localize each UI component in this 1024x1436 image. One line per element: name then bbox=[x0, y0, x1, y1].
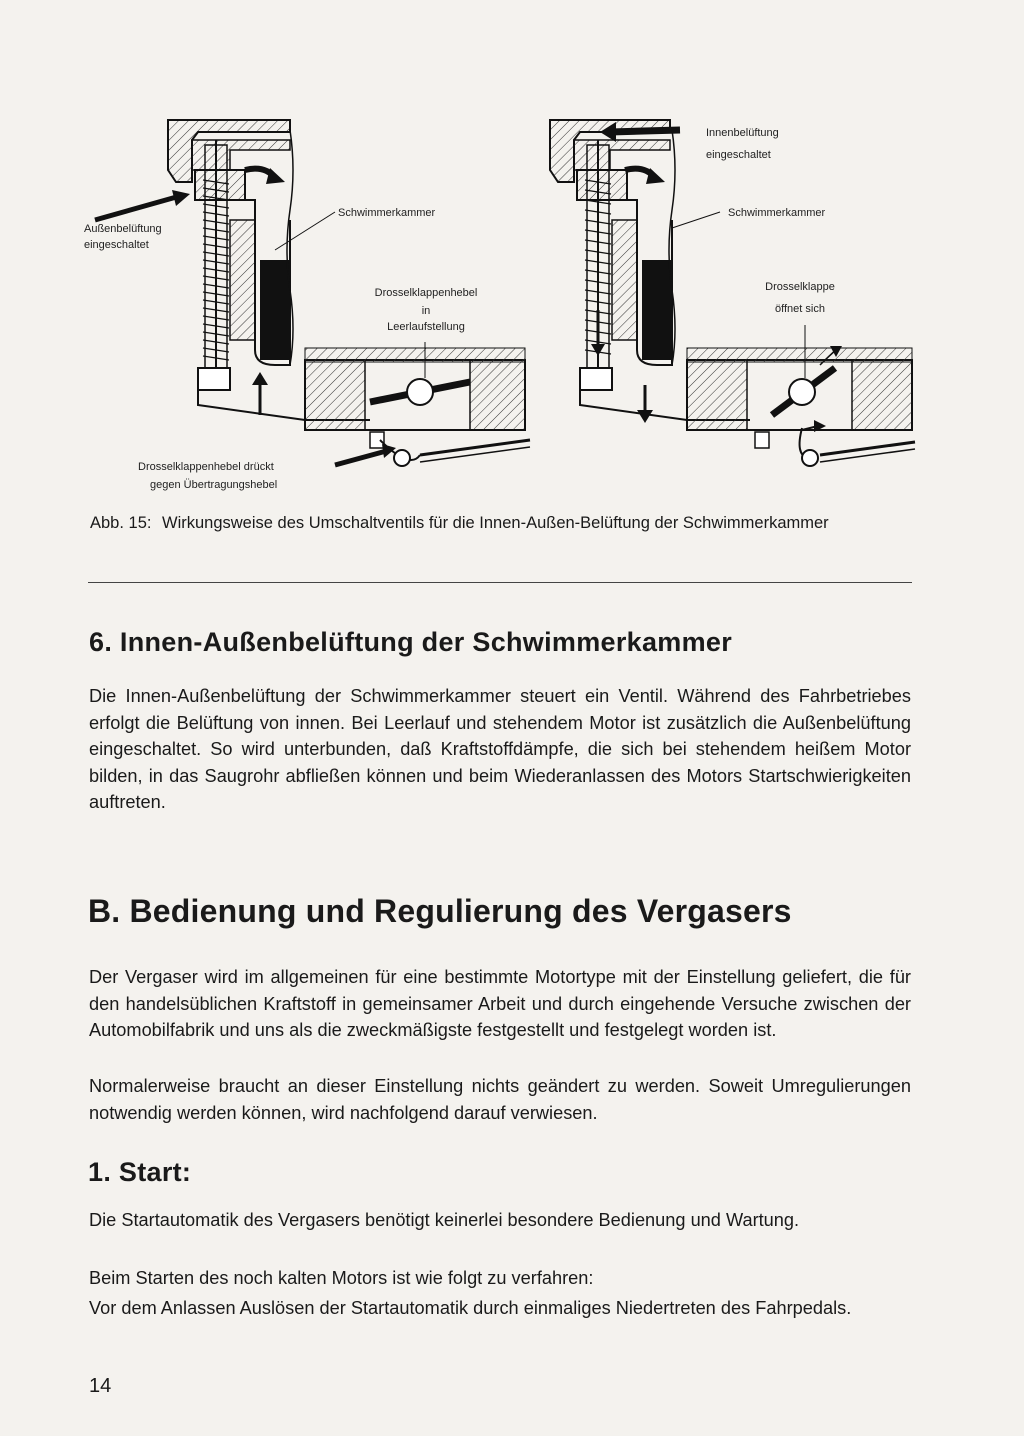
figure-caption bbox=[90, 514, 920, 533]
label-schwimmerkammer-right: Schwimmerkammer bbox=[728, 207, 826, 219]
label-leerlaufstellung: Leerlaufstellung bbox=[387, 321, 465, 333]
paragraph-b-2: Normalerweise braucht an dieser Einstellung nichts geändert zu werden. Soweit Umregulierungen notwendig werden können, wird nachfolgend darauf verwiesen. bbox=[89, 1076, 911, 1123]
diagram-right bbox=[540, 110, 920, 480]
label-innenbelueftung: Innenbelüftung bbox=[706, 127, 779, 139]
heading-section-b: B. Bedienung und Regulierung des Vergasers bbox=[88, 893, 792, 929]
label-gegen-uebertragungshebel: gegen Übertragungshebel bbox=[150, 479, 278, 491]
diagram-left bbox=[80, 110, 540, 500]
paragraph-b-1: Der Vergaser wird im allgemeinen für eine bestimmte Motortype mit der Einstellung geliefert, die für den handelsüblichen Kraftstoff in gemeinsamer Arbeit und durch eingehende Versuche zwischen der Automobilfabrik und uns als die zweckmäßigste festgestellt und festgelegt worden ist. bbox=[89, 967, 911, 1040]
heading-section-6: 6. Innen-Außenbelüftung der Schwimmerkammer bbox=[89, 627, 733, 657]
paragraph-start-3: Vor dem Anlassen Auslösen der Startautomatik durch einmaliges Niedertreten des Fahrpedals. bbox=[89, 1298, 852, 1318]
divider-rule bbox=[88, 582, 912, 583]
label-innenbelueftung-line2: eingeschaltet bbox=[706, 149, 771, 161]
label-drosselklappe: Drosselklappe bbox=[765, 281, 835, 293]
label-oeffnet-sich: öffnet sich bbox=[775, 303, 825, 315]
caption-number: Abb. 15: bbox=[90, 514, 152, 532]
label-aussenbelueftung-line2: eingeschaltet bbox=[84, 239, 149, 251]
paragraph-start-1: Die Startautomatik des Vergasers benötigt keinerlei besondere Bedienung und Wartung. bbox=[89, 1210, 800, 1230]
caption-text: Wirkungsweise des Umschaltventils für die Innen-Außen-Belüftung der Schwimmerkammer bbox=[162, 514, 829, 532]
label-schwimmerkammer-left: Schwimmerkammer bbox=[338, 207, 436, 219]
label-in: in bbox=[421, 305, 431, 317]
carburetor-drawing-right bbox=[540, 110, 920, 480]
paragraph-start-2: Beim Starten des noch kalten Motors ist wie folgt zu verfahren: bbox=[89, 1268, 594, 1288]
label-aussenbelueftung: Außenbelüftung bbox=[84, 223, 162, 235]
label-hebel-drueckt: Drosselklappenhebel drückt bbox=[138, 461, 274, 473]
paragraph-section-6: Die Innen-Außenbelüftung der Schwimmerkammer steuert ein Ventil. Während des Fahrbetriebes erfolgt die Belüftung von innen. Bei Leerlauf und stehendem Motor ist zusätzlich die Außenbelüftung eingeschaltet. So wird unterbunden, daß Kraftstoffdämpfe, die sich bei stehendem heißem Motor bilden, in das Saugrohr abfließen können und beim Wiederanlassen des Motors Startschwierigkeiten auftreten. bbox=[89, 686, 911, 812]
label-drosselklappenhebel: Drosselklappenhebel bbox=[374, 287, 478, 299]
page-number: 14 bbox=[89, 1375, 112, 1397]
heading-start: 1. Start: bbox=[88, 1157, 192, 1187]
